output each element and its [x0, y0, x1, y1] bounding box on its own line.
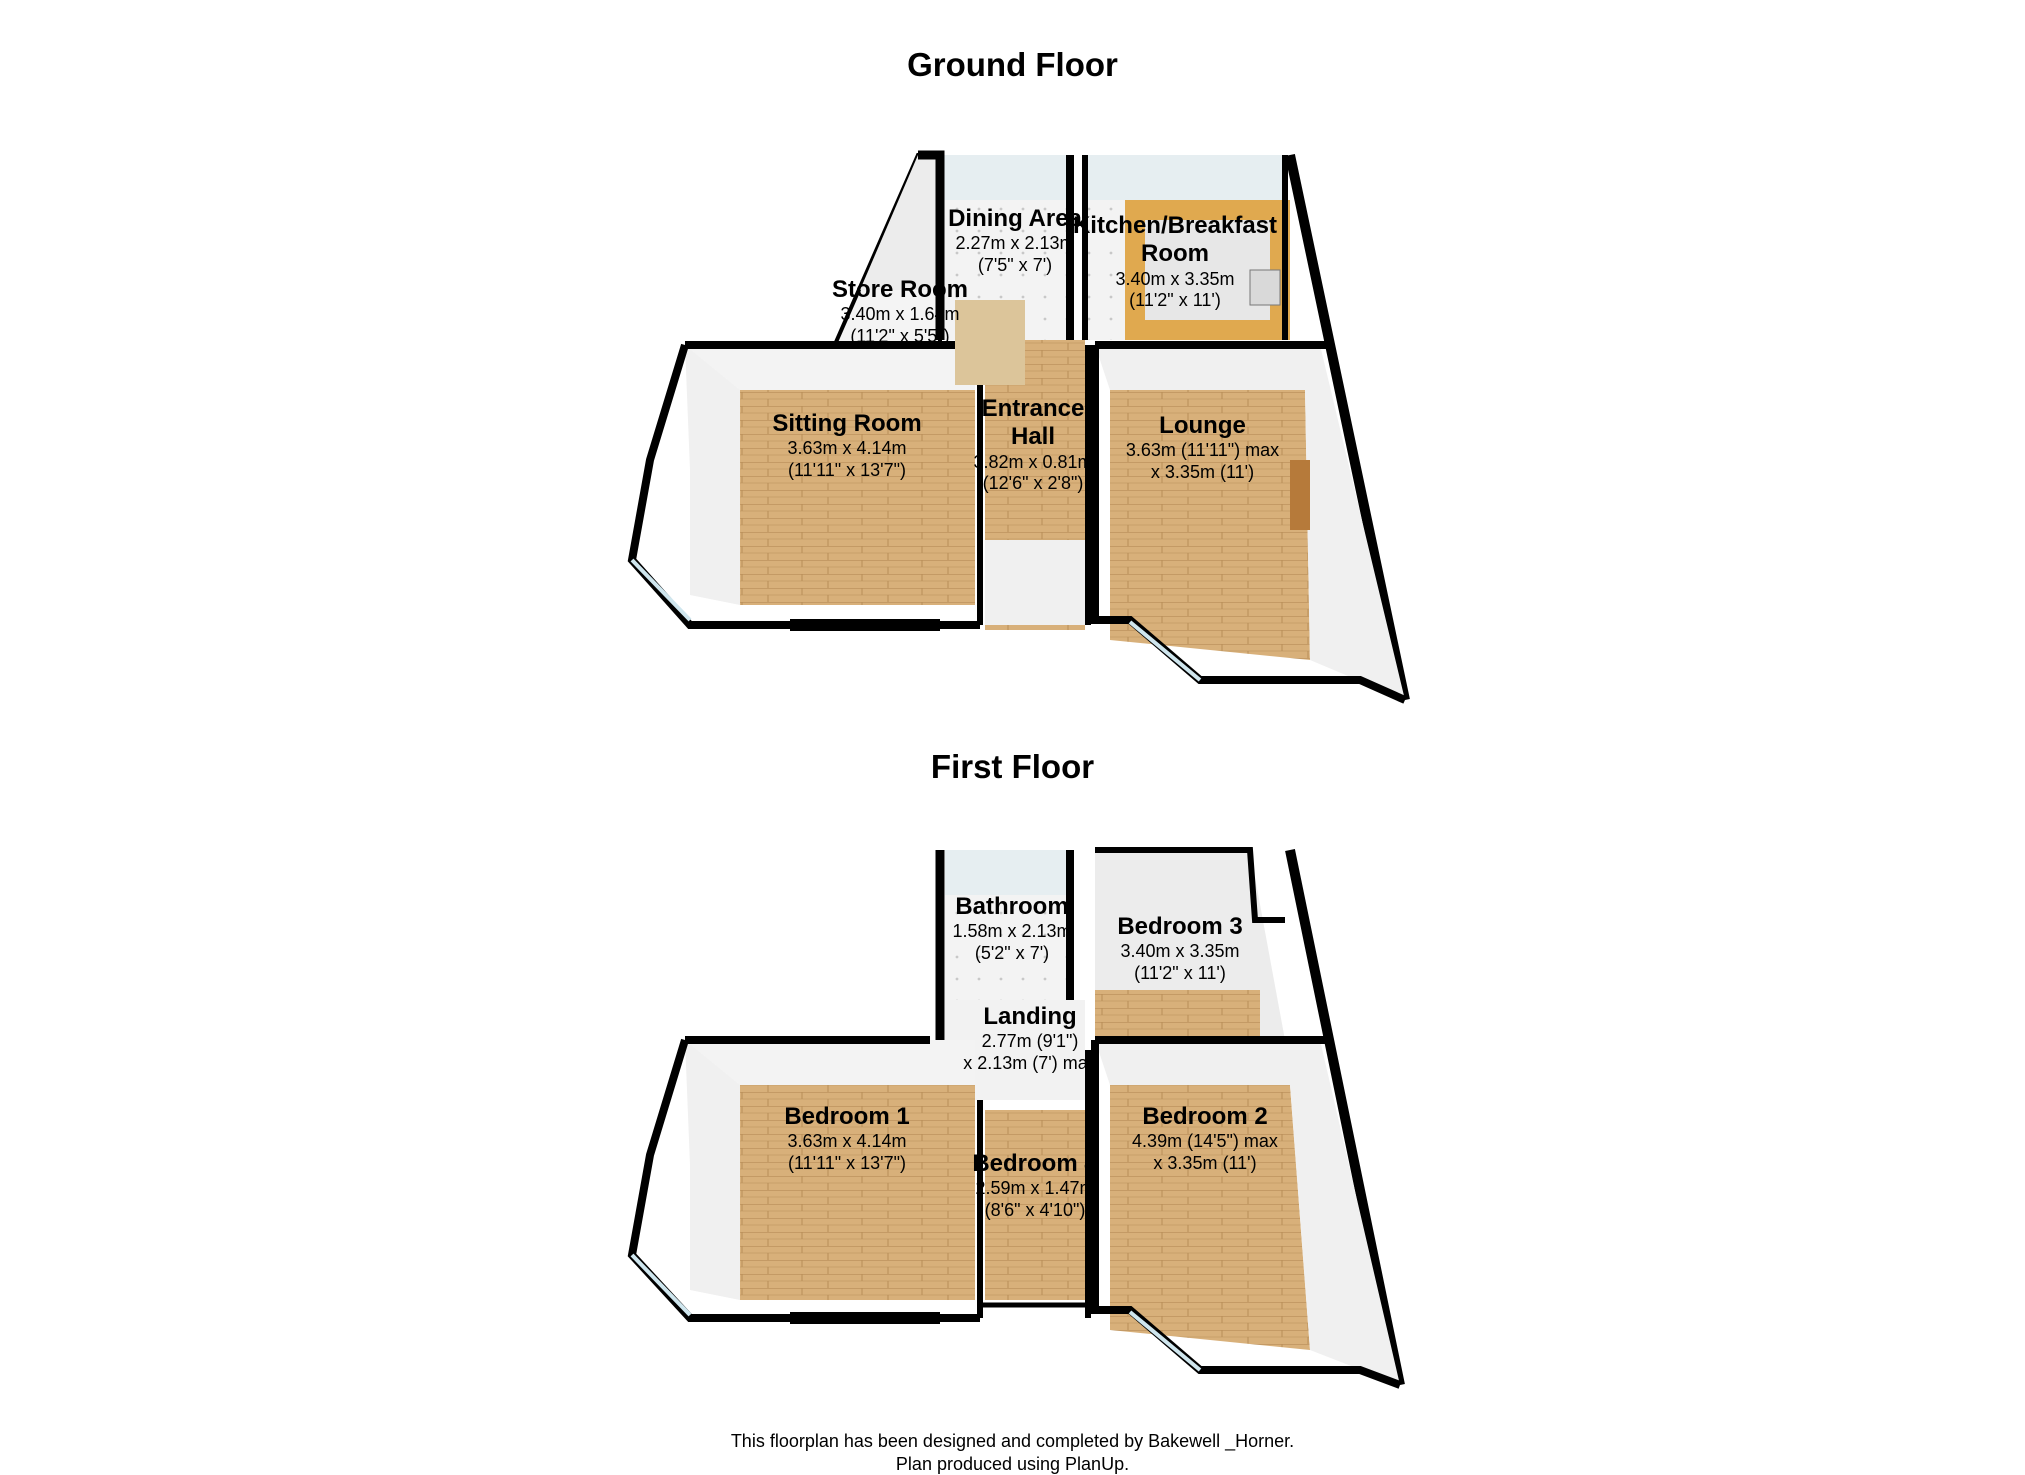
- room-label-bedroom-2: [1110, 1103, 1300, 1174]
- room-dims: 3.40m x 3.35m: [1060, 269, 1290, 290]
- room-label-landing: [950, 1003, 1110, 1074]
- ground-floor-title: Ground Floor: [0, 46, 2025, 84]
- room-dims-imperial: x 2.13m (7') max: [950, 1053, 1110, 1074]
- room-label-sitting: [762, 410, 932, 481]
- room-dims-imperial: (11'11" x 13'7"): [762, 1153, 932, 1174]
- room-label-store: [825, 276, 975, 347]
- room-dims: 3.63m x 4.14m: [762, 1131, 932, 1152]
- room-label-bedroom-1: [762, 1103, 932, 1174]
- room-name: Bathroom: [942, 893, 1082, 921]
- room-dims: 3.63m (11'11") max: [1105, 440, 1300, 461]
- room-dims: 2.77m (9'1"): [950, 1031, 1110, 1052]
- room-dims-imperial: x 3.35m (11'): [1110, 1153, 1300, 1174]
- room-name: Bedroom 2: [1110, 1103, 1300, 1131]
- room-dims: 2.59m x 1.47m: [960, 1178, 1110, 1199]
- room-dims-imperial: (11'2" x 11'): [1060, 290, 1290, 311]
- room-dims-imperial: x 3.35m (11'): [1105, 462, 1300, 483]
- room-dims-imperial: (7'5" x 7'): [945, 255, 1085, 276]
- room-name: Bedroom 4: [960, 1150, 1110, 1178]
- room-label-lounge: [1105, 412, 1300, 483]
- credits-line-1: This floorplan has been designed and completed by Bakewell _Horner.: [0, 1430, 2025, 1453]
- room-dims: 3.40m x 1.64m: [825, 304, 975, 325]
- room-label-bathroom: [942, 893, 1082, 964]
- room-dims-imperial: (8'6" x 4'10"): [960, 1200, 1110, 1221]
- room-dims: 3.40m x 3.35m: [1100, 941, 1260, 962]
- room-dims-imperial: (12'6" x 2'8"): [958, 473, 1108, 494]
- room-dims: 2.27m x 2.13m: [945, 233, 1085, 254]
- room-name: Store Room: [825, 276, 975, 304]
- room-name: Sitting Room: [762, 410, 932, 438]
- room-label-bedroom-3: [1100, 913, 1260, 984]
- room-dims: 4.39m (14'5") max: [1110, 1131, 1300, 1152]
- room-dims: 3.63m x 4.14m: [762, 438, 932, 459]
- room-dims-imperial: (11'2" x 11'): [1100, 963, 1260, 984]
- room-label-bedroom-4: [960, 1150, 1110, 1221]
- room-name: Entrance Hall: [958, 395, 1108, 452]
- room-dims: 1.58m x 2.13m: [942, 921, 1082, 942]
- room-name: Bedroom 1: [762, 1103, 932, 1131]
- room-dims-imperial: (5'2" x 7'): [942, 943, 1082, 964]
- room-name: Lounge: [1105, 412, 1300, 440]
- room-name: Dining Area: [945, 205, 1085, 233]
- room-label-kitchen: [1060, 212, 1290, 311]
- room-dims: 3.82m x 0.81m: [958, 452, 1108, 473]
- room-name: Landing: [950, 1003, 1110, 1031]
- room-name: Kitchen/Breakfast Room: [1060, 212, 1290, 269]
- credits-line-2: Plan produced using PlanUp.: [0, 1453, 2025, 1475]
- first-floor-title: First Floor: [0, 748, 2025, 786]
- room-dims-imperial: (11'2" x 5'5"): [825, 326, 975, 347]
- room-name: Bedroom 3: [1100, 913, 1260, 941]
- room-dims-imperial: (11'11" x 13'7"): [762, 460, 932, 481]
- credits: [0, 1430, 2025, 1475]
- room-label-entrance: [958, 395, 1108, 494]
